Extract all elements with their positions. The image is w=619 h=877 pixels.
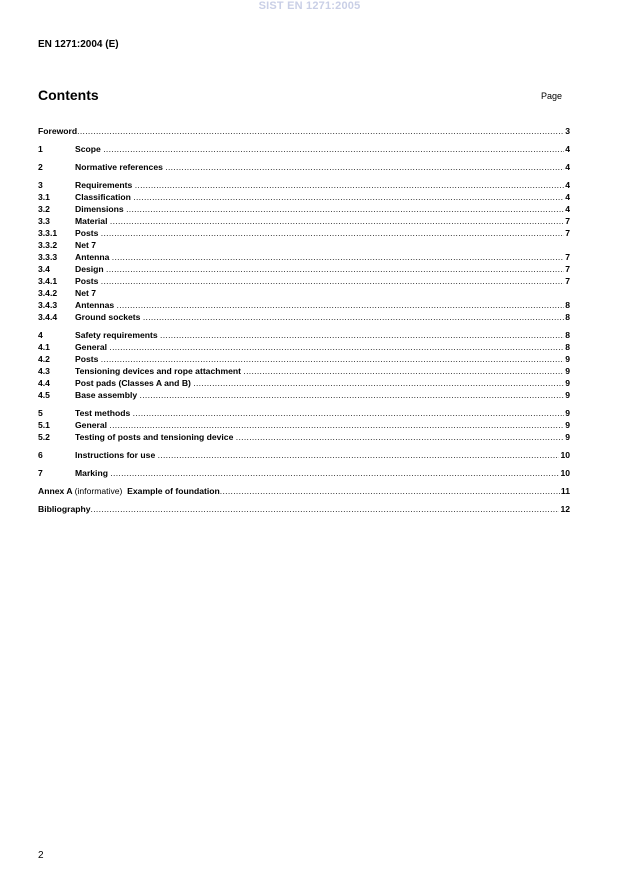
toc-entry-number: 4: [38, 330, 43, 340]
annex-note: (informative): [74, 486, 123, 496]
toc-entry-number: 6: [38, 450, 43, 460]
toc-entry-title: Classification: [75, 192, 131, 202]
leader-dots: [193, 377, 564, 389]
toc-entry-title: Dimensions: [75, 204, 124, 214]
toc-entry-title: Ground sockets: [75, 312, 141, 322]
toc-entry-title: Marking: [75, 468, 108, 478]
toc-entry[interactable]: [38, 329, 570, 341]
toc-entry[interactable]: [38, 377, 570, 389]
toc-entry-number: 3.2: [38, 204, 50, 214]
toc-entry-number: 5.1: [38, 420, 50, 430]
leader-dots: [101, 275, 564, 287]
toc-entry-number: 3.4.3: [38, 300, 58, 310]
toc-entry-number: 3.3.2: [38, 240, 58, 250]
toc-entry[interactable]: [38, 503, 570, 515]
leader-dots: [109, 419, 564, 431]
toc-entry-page: 9: [565, 378, 570, 388]
leader-dots: [117, 299, 565, 311]
toc-entry[interactable]: [38, 239, 570, 251]
toc-entry-title: [38, 503, 91, 515]
leader-dots: [126, 203, 564, 215]
toc-entry-page: 4: [565, 162, 570, 172]
toc-entry[interactable]: [38, 407, 570, 419]
toc-entry-page: 9: [565, 366, 570, 376]
toc-entry[interactable]: [38, 179, 570, 191]
leader-dots: [109, 341, 564, 353]
leader-dots: [143, 311, 564, 323]
toc-entry-number: 4.4: [38, 378, 50, 388]
leader-dots: [133, 407, 565, 419]
leader-dots: [110, 215, 564, 227]
toc-entry[interactable]: [38, 125, 570, 137]
footer-page-number: 2: [38, 850, 44, 861]
toc-entry[interactable]: [38, 203, 570, 215]
table-of-contents: [38, 125, 570, 515]
toc-entry-number: 3.4: [38, 264, 50, 274]
leader-dots: [77, 125, 564, 137]
leader-dots: [103, 143, 564, 155]
toc-entry-number: 7: [38, 468, 43, 478]
toc-entry-title: Net 7: [75, 288, 97, 298]
toc-entry-page: 7: [565, 264, 570, 274]
toc-entry-title: Posts: [75, 228, 99, 238]
toc-entry-text: Example of foundation: [127, 486, 220, 496]
toc-entry-title: Safety requirements: [75, 330, 158, 340]
toc-entry[interactable]: [38, 263, 570, 275]
toc-entry-number: 3.3: [38, 216, 50, 226]
toc-entry-number: 3: [38, 180, 43, 190]
toc-entry[interactable]: [38, 311, 570, 323]
toc-entry-page: 9: [565, 390, 570, 400]
toc-entry-page: 10: [560, 468, 570, 478]
document-id: EN 1271:2004 (E): [38, 39, 119, 50]
toc-entry-number: 4.3: [38, 366, 50, 376]
toc-entry[interactable]: [38, 449, 570, 461]
toc-entry-title: [38, 485, 220, 497]
toc-entry-number: 3.4.2: [38, 288, 58, 298]
toc-entry-page: 7: [565, 252, 570, 262]
toc-entry-title: Tensioning devices and rope attachment: [75, 366, 242, 376]
leader-dots: [133, 191, 564, 203]
toc-entry-title: [38, 125, 77, 137]
toc-entry-number: 3.1: [38, 192, 50, 202]
page-column-label: Page: [540, 91, 562, 101]
toc-entry-title: General: [75, 342, 108, 352]
toc-entry-title: Design: [75, 264, 104, 274]
toc-entry-page: 8: [565, 300, 570, 310]
toc-entry-number: 3.4.1: [38, 276, 58, 286]
leader-dots: [236, 431, 564, 443]
toc-entry[interactable]: [38, 275, 570, 287]
toc-entry-page: 7: [565, 216, 570, 226]
toc-entry-title: Posts: [75, 276, 99, 286]
toc-entry-number: 3.3.3: [38, 252, 58, 262]
toc-entry-number: 3.3.1: [38, 228, 58, 238]
leader-dots: [135, 179, 565, 191]
leader-dots: [160, 329, 564, 341]
leader-dots: [243, 365, 564, 377]
toc-entry[interactable]: [38, 143, 570, 155]
toc-entry-title: Instructions for use: [75, 450, 156, 460]
toc-entry-title: Test methods: [75, 408, 131, 418]
toc-entry[interactable]: [38, 431, 570, 443]
toc-entry-label: Bibliography: [38, 504, 91, 514]
toc-entry-title: Requirements: [75, 180, 133, 190]
toc-entry-title: Antennas: [75, 300, 115, 310]
toc-entry[interactable]: [38, 227, 570, 239]
toc-entry[interactable]: [38, 299, 570, 311]
toc-entry-page: 7: [565, 276, 570, 286]
toc-entry-page: 8: [565, 330, 570, 340]
toc-entry[interactable]: [38, 341, 570, 353]
toc-entry-number: 3.4.4: [38, 312, 58, 322]
toc-entry-title: Posts: [75, 354, 99, 364]
watermark: SIST EN 1271:2005: [258, 0, 361, 12]
toc-entry-page: 9: [565, 354, 570, 364]
toc-entry-title: Net 7: [75, 240, 97, 250]
toc-entry-number: 5.2: [38, 432, 50, 442]
toc-entry-number: 1: [38, 144, 43, 154]
leader-dots: [101, 353, 564, 365]
toc-entry[interactable]: [38, 365, 570, 377]
toc-entry-number: 4.5: [38, 390, 50, 400]
toc-entry-number: 4.1: [38, 342, 50, 352]
toc-entry[interactable]: [38, 287, 570, 299]
toc-entry-page: 4: [565, 192, 570, 202]
toc-entry-page: 4: [565, 144, 570, 154]
toc-entry-title: General: [75, 420, 108, 430]
toc-entry-page: 12: [560, 504, 570, 514]
leader-dots: [106, 263, 564, 275]
toc-entry-page: 9: [565, 408, 570, 418]
toc-entry-label: Foreword: [38, 126, 78, 136]
leader-dots: [112, 251, 564, 263]
toc-entry-page: 3: [565, 126, 570, 136]
toc-entry[interactable]: [38, 485, 570, 497]
toc-entry-label: Annex A: [38, 486, 73, 496]
toc-entry[interactable]: [38, 389, 570, 401]
toc-entry-title: Antenna: [75, 252, 110, 262]
leader-dots: [165, 161, 564, 173]
toc-entry[interactable]: [38, 251, 570, 263]
toc-entry-page: 10: [560, 450, 570, 460]
toc-entry[interactable]: [38, 419, 570, 431]
toc-entry[interactable]: [38, 353, 570, 365]
toc-entry-page: 9: [565, 420, 570, 430]
toc-entry[interactable]: [38, 215, 570, 227]
toc-entry-page: 8: [565, 342, 570, 352]
leader-dots: [220, 485, 560, 497]
leader-dots: [101, 227, 564, 239]
toc-entry[interactable]: [38, 161, 570, 173]
toc-entry-title: Base assembly: [75, 390, 138, 400]
toc-entry-number: 5: [38, 408, 43, 418]
toc-entry-page: 4: [565, 180, 570, 190]
toc-entry-page: 4: [565, 204, 570, 214]
toc-entry-number: 4.2: [38, 354, 50, 364]
leader-dots: [158, 449, 560, 461]
leader-dots: [140, 389, 565, 401]
toc-entry-title: Scope: [75, 144, 101, 154]
toc-entry-page: 8: [565, 312, 570, 322]
toc-entry[interactable]: [38, 191, 570, 203]
toc-entry-number: 2: [38, 162, 43, 172]
contents-title: Contents: [38, 87, 99, 103]
toc-entry-page: 9: [565, 432, 570, 442]
toc-entry-title: Material: [75, 216, 108, 226]
toc-entry-page: 7: [565, 228, 570, 238]
toc-entry-title: Testing of posts and tensioning device: [75, 432, 234, 442]
leader-dots: [91, 503, 560, 515]
toc-entry[interactable]: [38, 467, 570, 479]
toc-entry-page: 11: [560, 486, 570, 496]
leader-dots: [110, 467, 559, 479]
toc-entry-title: Normative references: [75, 162, 163, 172]
toc-entry-title: Post pads (Classes A and B): [75, 378, 191, 388]
